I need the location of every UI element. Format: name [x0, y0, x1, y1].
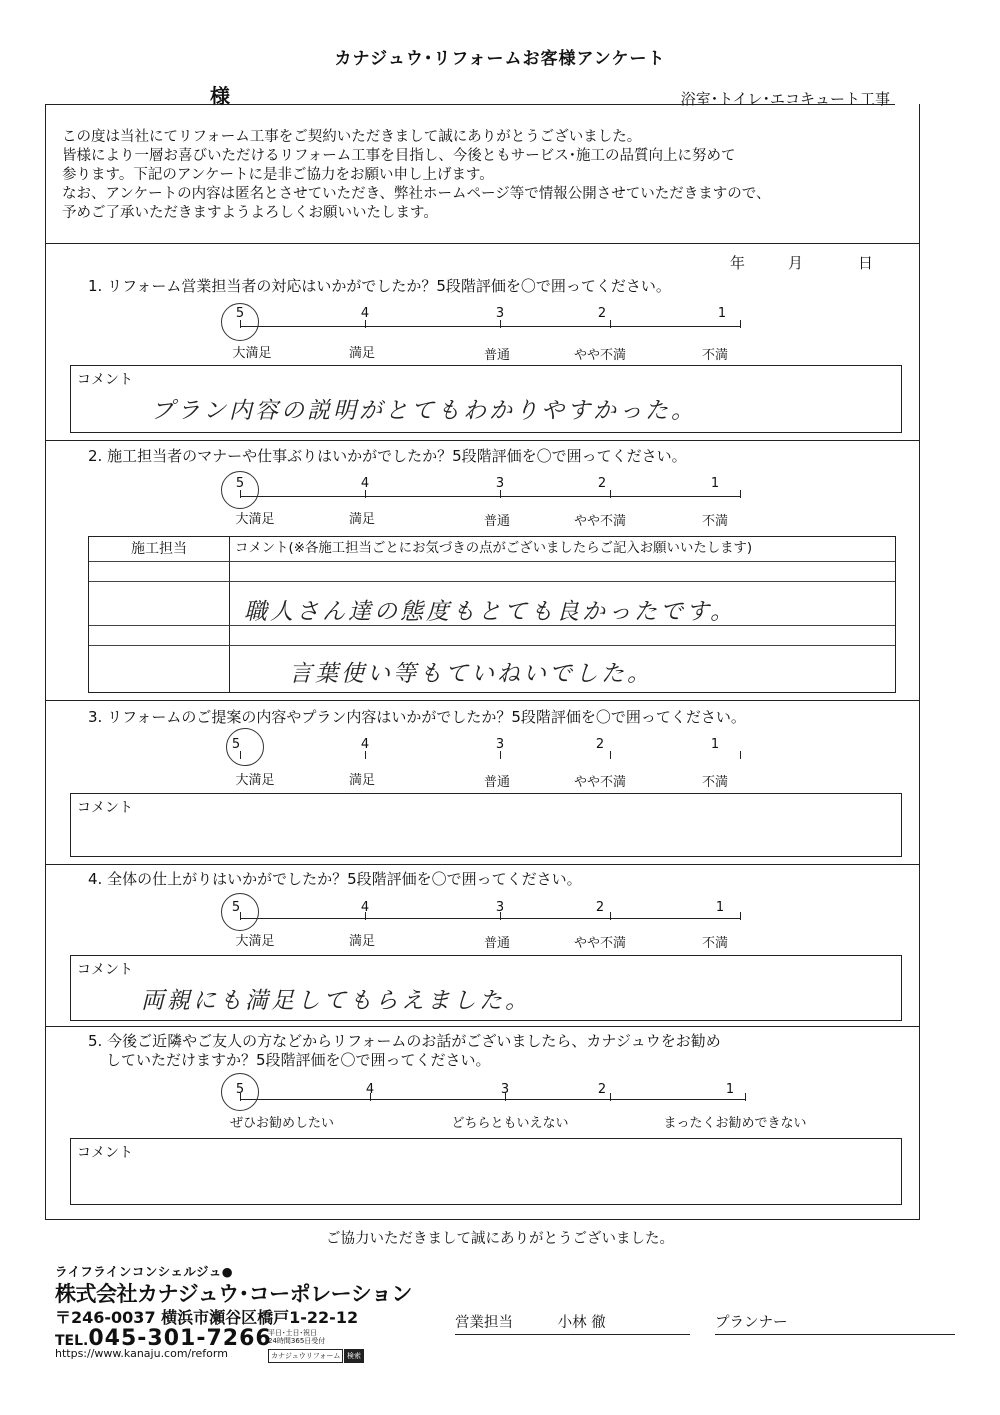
sales-staff-name: 小林 徹 [557, 1315, 606, 1331]
table-row[interactable] [89, 561, 895, 582]
q4-scale [0, 900, 1000, 960]
scale-number: 2 [597, 1082, 607, 1097]
q3-question: 3. リフォームのご提案の内容やプラン内容はいかがでしたか？5段階評価を〇で囲ってください。 [88, 708, 746, 726]
scale-number: 1 [710, 476, 720, 491]
comment-label: コメント [77, 800, 133, 816]
scale-label: ぜひお勧めしたい [229, 1116, 335, 1131]
scale-number: 3 [495, 900, 505, 915]
company-url[interactable]: https://www.kanaju.com/reform [55, 1347, 228, 1360]
scale-number: 5 [235, 306, 245, 321]
scale-number: 5 [231, 737, 241, 752]
scale-number: 5 [231, 900, 241, 915]
scale-label: 大満足 [235, 773, 275, 788]
scale-label: 満足 [348, 346, 376, 361]
scale-number: 4 [360, 306, 370, 321]
company-address: 〒246-0037 横浜市瀬谷区橋戸1-22-12 [55, 1308, 359, 1327]
customer-suffix: 様 [210, 84, 230, 108]
intro-text [62, 128, 912, 223]
q5-question-line2: していただけますか？5段階評価を〇で囲ってください。 [106, 1051, 491, 1069]
work-type: 浴室･トイレ･エコキュート工事 [680, 90, 890, 108]
scale-label: 普通 [483, 514, 511, 529]
q2-comment-handwritten-2: 言葉使い等もていねいでした。 [289, 661, 653, 687]
q2-scale [0, 476, 1000, 536]
q1-comment-box[interactable] [70, 365, 902, 433]
section-divider [45, 700, 920, 701]
intro-line: なお、アンケートの内容は匿名とさせていただき、弊社ホームページ等で情報公開させていただきますので、 [62, 186, 771, 202]
q2-question: 2. 施工担当者のマナーや仕事ぶりはいかがでしたか？5段階評価を〇で囲ってください。 [88, 447, 687, 465]
business-hours: 平日･土日･祝日 24時間365日受付 [268, 1329, 326, 1345]
scale-label: まったくお勧めできない [663, 1116, 807, 1131]
scale-label: どちらともいえない [451, 1116, 569, 1131]
scale-number: 2 [595, 737, 605, 752]
scale-label: 満足 [348, 934, 376, 949]
scale-label: 普通 [483, 775, 511, 790]
scale-label: やや不満 [573, 775, 627, 790]
scale-number: 4 [360, 476, 370, 491]
section-divider [45, 440, 920, 441]
q5-comment-box[interactable] [70, 1138, 902, 1205]
scale-number: 4 [360, 737, 370, 752]
table-header [89, 537, 895, 562]
scale-label: 満足 [348, 773, 376, 788]
q5-rating-circle [221, 1073, 259, 1111]
scale-label: 大満足 [232, 346, 272, 361]
intro-line: 参ります。下記のアンケートに是非ご協力をお願い申し上げます。 [62, 167, 494, 183]
q5-question-line1: 5. 今後ご近隣やご友人の方などからリフォームのお話がございましたら、カナジュウをお勧め [88, 1032, 721, 1050]
q4-question: 4. 全体の仕上がりはいかがでしたか？5段階評価を〇で囲ってください。 [88, 870, 582, 888]
planner-field [715, 1311, 955, 1335]
sales-staff-field [455, 1311, 690, 1335]
company-tagline: ライフラインコンシェルジュ● [55, 1264, 234, 1279]
date-month: 月 [788, 254, 804, 272]
date-year: 年 [730, 254, 746, 272]
q4-comment-handwritten: 両親にも満足してもらえました。 [141, 988, 531, 1014]
table-row[interactable] [89, 625, 895, 646]
q1-rating-circle [221, 303, 259, 341]
scale-number: 3 [495, 306, 505, 321]
scale-number: 2 [597, 306, 607, 321]
planner-label: プランナー [715, 1315, 788, 1331]
scale-number: 3 [495, 737, 505, 752]
scale-label: やや不満 [573, 514, 627, 529]
sales-staff-label: 営業担当 [455, 1315, 513, 1331]
q3-comment-box[interactable] [70, 793, 902, 857]
q1-comment-handwritten: プラン内容の説明がとてもわかりやすかった。 [151, 398, 697, 424]
scale-number: 4 [365, 1082, 375, 1097]
tel-prefix: TEL. [55, 1333, 89, 1349]
intro-line: 予めご了承いただきますようよろしくお願いいたします。 [62, 205, 438, 221]
intro-line: 皆様により一層お喜びいただけるリフォーム工事を目指し、今後ともサービス･施工の品質向上に努めて [62, 148, 736, 164]
intro-line: この度は当社にてリフォーム工事をご契約いただきまして誠にありがとうございました。 [62, 129, 642, 145]
scale-label: 不満 [701, 348, 729, 363]
comment-label: コメント [77, 1145, 133, 1161]
section-divider [45, 864, 920, 865]
closing-message: ご協力いただきまして誠にありがとうございました。 [326, 1231, 674, 1247]
scale-number: 5 [235, 1082, 245, 1097]
scale-label: 大満足 [235, 512, 275, 527]
scale-label: 不満 [701, 514, 729, 529]
scale-number: 3 [495, 476, 505, 491]
scale-number: 2 [595, 900, 605, 915]
scale-number: 5 [235, 476, 245, 491]
scale-label: やや不満 [573, 936, 627, 951]
scale-number: 1 [717, 306, 727, 321]
scale-label: 不満 [701, 775, 729, 790]
q4-rating-circle [221, 893, 259, 931]
q2-staff-table [88, 536, 896, 693]
q2-comment-handwritten-1: 職人さん達の態度もとても良かったです。 [244, 599, 737, 625]
table-header-staff: 施工担当 [89, 537, 230, 561]
search-badge-button: 検索 [344, 1349, 364, 1363]
form-title: カナジュウ･リフォームお客様アンケート [334, 49, 666, 69]
company-name: 株式会社カナジュウ･コーポレーション [55, 1282, 412, 1306]
q1-scale [0, 306, 1000, 366]
scale-label: 普通 [483, 348, 511, 363]
table-header-comment: コメント(※各施工担当ごとにお気づきの点がございましたらご記入お願いいたします) [235, 541, 753, 556]
scale-number: 2 [597, 476, 607, 491]
comment-label: コメント [77, 372, 133, 388]
q3-scale [0, 737, 1000, 797]
scale-label: 満足 [348, 512, 376, 527]
section-divider [45, 1026, 920, 1027]
search-badge-keyword: カナジュウリフォーム [268, 1349, 343, 1363]
scale-number: 4 [360, 900, 370, 915]
scale-number: 1 [710, 737, 720, 752]
scale-label: 普通 [483, 936, 511, 951]
intro-divider [45, 243, 920, 244]
scale-number: 1 [725, 1082, 735, 1097]
q3-rating-circle [226, 728, 264, 766]
comment-label: コメント [77, 962, 133, 978]
tel-number: 045-301-7266 [88, 1326, 272, 1351]
q5-scale [0, 1082, 1000, 1142]
scale-number: 1 [715, 900, 725, 915]
date-day: 日 [858, 254, 874, 272]
q1-question: 1. リフォーム営業担当者の対応はいかがでしたか？5段階評価を〇で囲ってください。 [88, 277, 671, 295]
scale-number: 3 [500, 1082, 510, 1097]
q2-rating-circle [221, 471, 259, 509]
scale-label: 大満足 [235, 934, 275, 949]
q4-comment-box[interactable] [70, 955, 902, 1021]
scale-label: やや不満 [573, 348, 627, 363]
scale-label: 不満 [701, 936, 729, 951]
